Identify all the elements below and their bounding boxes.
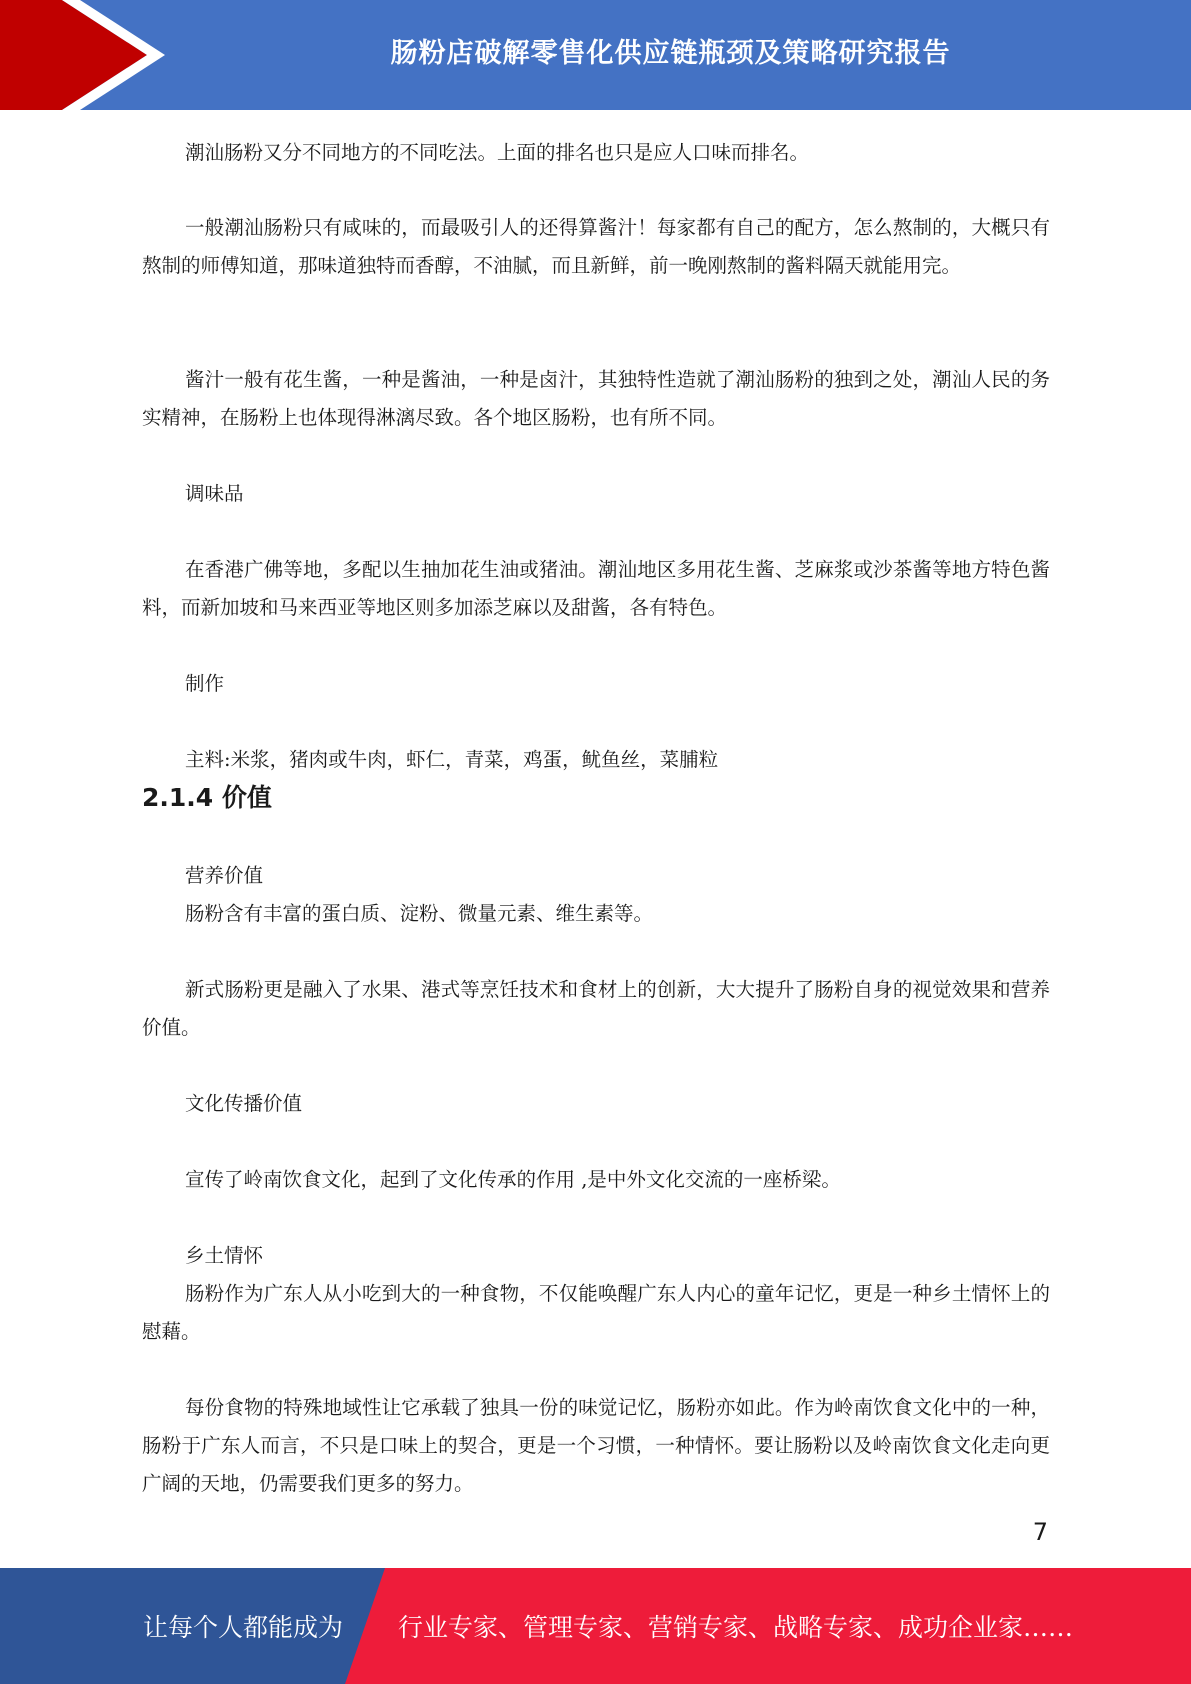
section-heading: 2.1.4 价值	[142, 783, 272, 812]
paragraph: 每份食物的特殊地域性让它承载了独具一份的味觉记忆，肠粉亦如此。作为岭南饮食文化中的一种，肠粉于广东人而言，不只是口味上的契合，更是一个习惯，一种情怀。要让肠粉以及岭南饮食文化走向更广阔的天地，仍需要我们更多的努力。	[142, 1396, 1050, 1495]
subheading-seasoning: 调味品	[185, 482, 244, 505]
page-header	[0, 0, 1191, 110]
page-number: 7	[1032, 1518, 1048, 1546]
paragraph: 肠粉含有丰富的蛋白质、淀粉、微量元素、维生素等。	[185, 902, 654, 925]
paragraph: 新式肠粉更是融入了水果、港式等烹饪技术和食材上的创新，大大提升了肠粉自身的视觉效果和营养价值。	[142, 978, 1050, 1039]
paragraph: 宣传了岭南饮食文化，起到了文化传承的作用 ,是中外文化交流的一座桥梁。	[185, 1168, 841, 1191]
footer-slogan-left: 让每个人都能成为	[143, 1613, 344, 1642]
paragraph: 在香港广佛等地，多配以生抽加花生油或猪油。潮汕地区多用花生酱、芝麻浆或沙茶酱等地方特色酱料，而新加坡和马来西亚等地区则多加添芝麻以及甜酱，各有特色。	[142, 558, 1050, 619]
header-title: 肠粉店破解零售化供应链瓶颈及策略研究报告	[390, 37, 951, 69]
subheading-production: 制作	[185, 672, 225, 695]
paragraph: 肠粉作为广东人从小吃到大的一种食物，不仅能唤醒广东人内心的童年记忆，更是一种乡土情怀上的慰藉。	[142, 1282, 1050, 1343]
footer-slogan-right: 行业专家、管理专家、营销专家、战略专家、成功企业家……	[398, 1613, 1074, 1642]
paragraph: 酱汁一般有花生酱，一种是酱油，一种是卤汁，其独特性造就了潮汕肠粉的独到之处，潮汕人民的务实精神，在肠粉上也体现得淋漓尽致。各个地区肠粉，也有所不同。	[142, 368, 1050, 429]
subheading-nutrition: 营养价值	[185, 864, 264, 887]
paragraph: 潮汕肠粉又分不同地方的不同吃法。上面的排名也只是应人口味而排名。	[185, 141, 810, 164]
subheading-culture: 文化传播价值	[185, 1092, 303, 1115]
header-red-arrow	[0, 0, 147, 110]
paragraph: 主料:米浆，猪肉或牛肉，虾仁，青菜，鸡蛋，鱿鱼丝，菜脯粒	[185, 748, 719, 771]
paragraph: 一般潮汕肠粉只有咸味的，而最吸引人的还得算酱汁！每家都有自己的配方，怎么熬制的，大概只有熬制的师傅知道，那味道独特而香醇，不油腻，而且新鲜，前一晚刚熬制的酱料隔天就能用完。	[142, 216, 1050, 277]
subheading-hometown: 乡土情怀	[185, 1244, 264, 1267]
page-footer	[0, 1568, 1191, 1684]
